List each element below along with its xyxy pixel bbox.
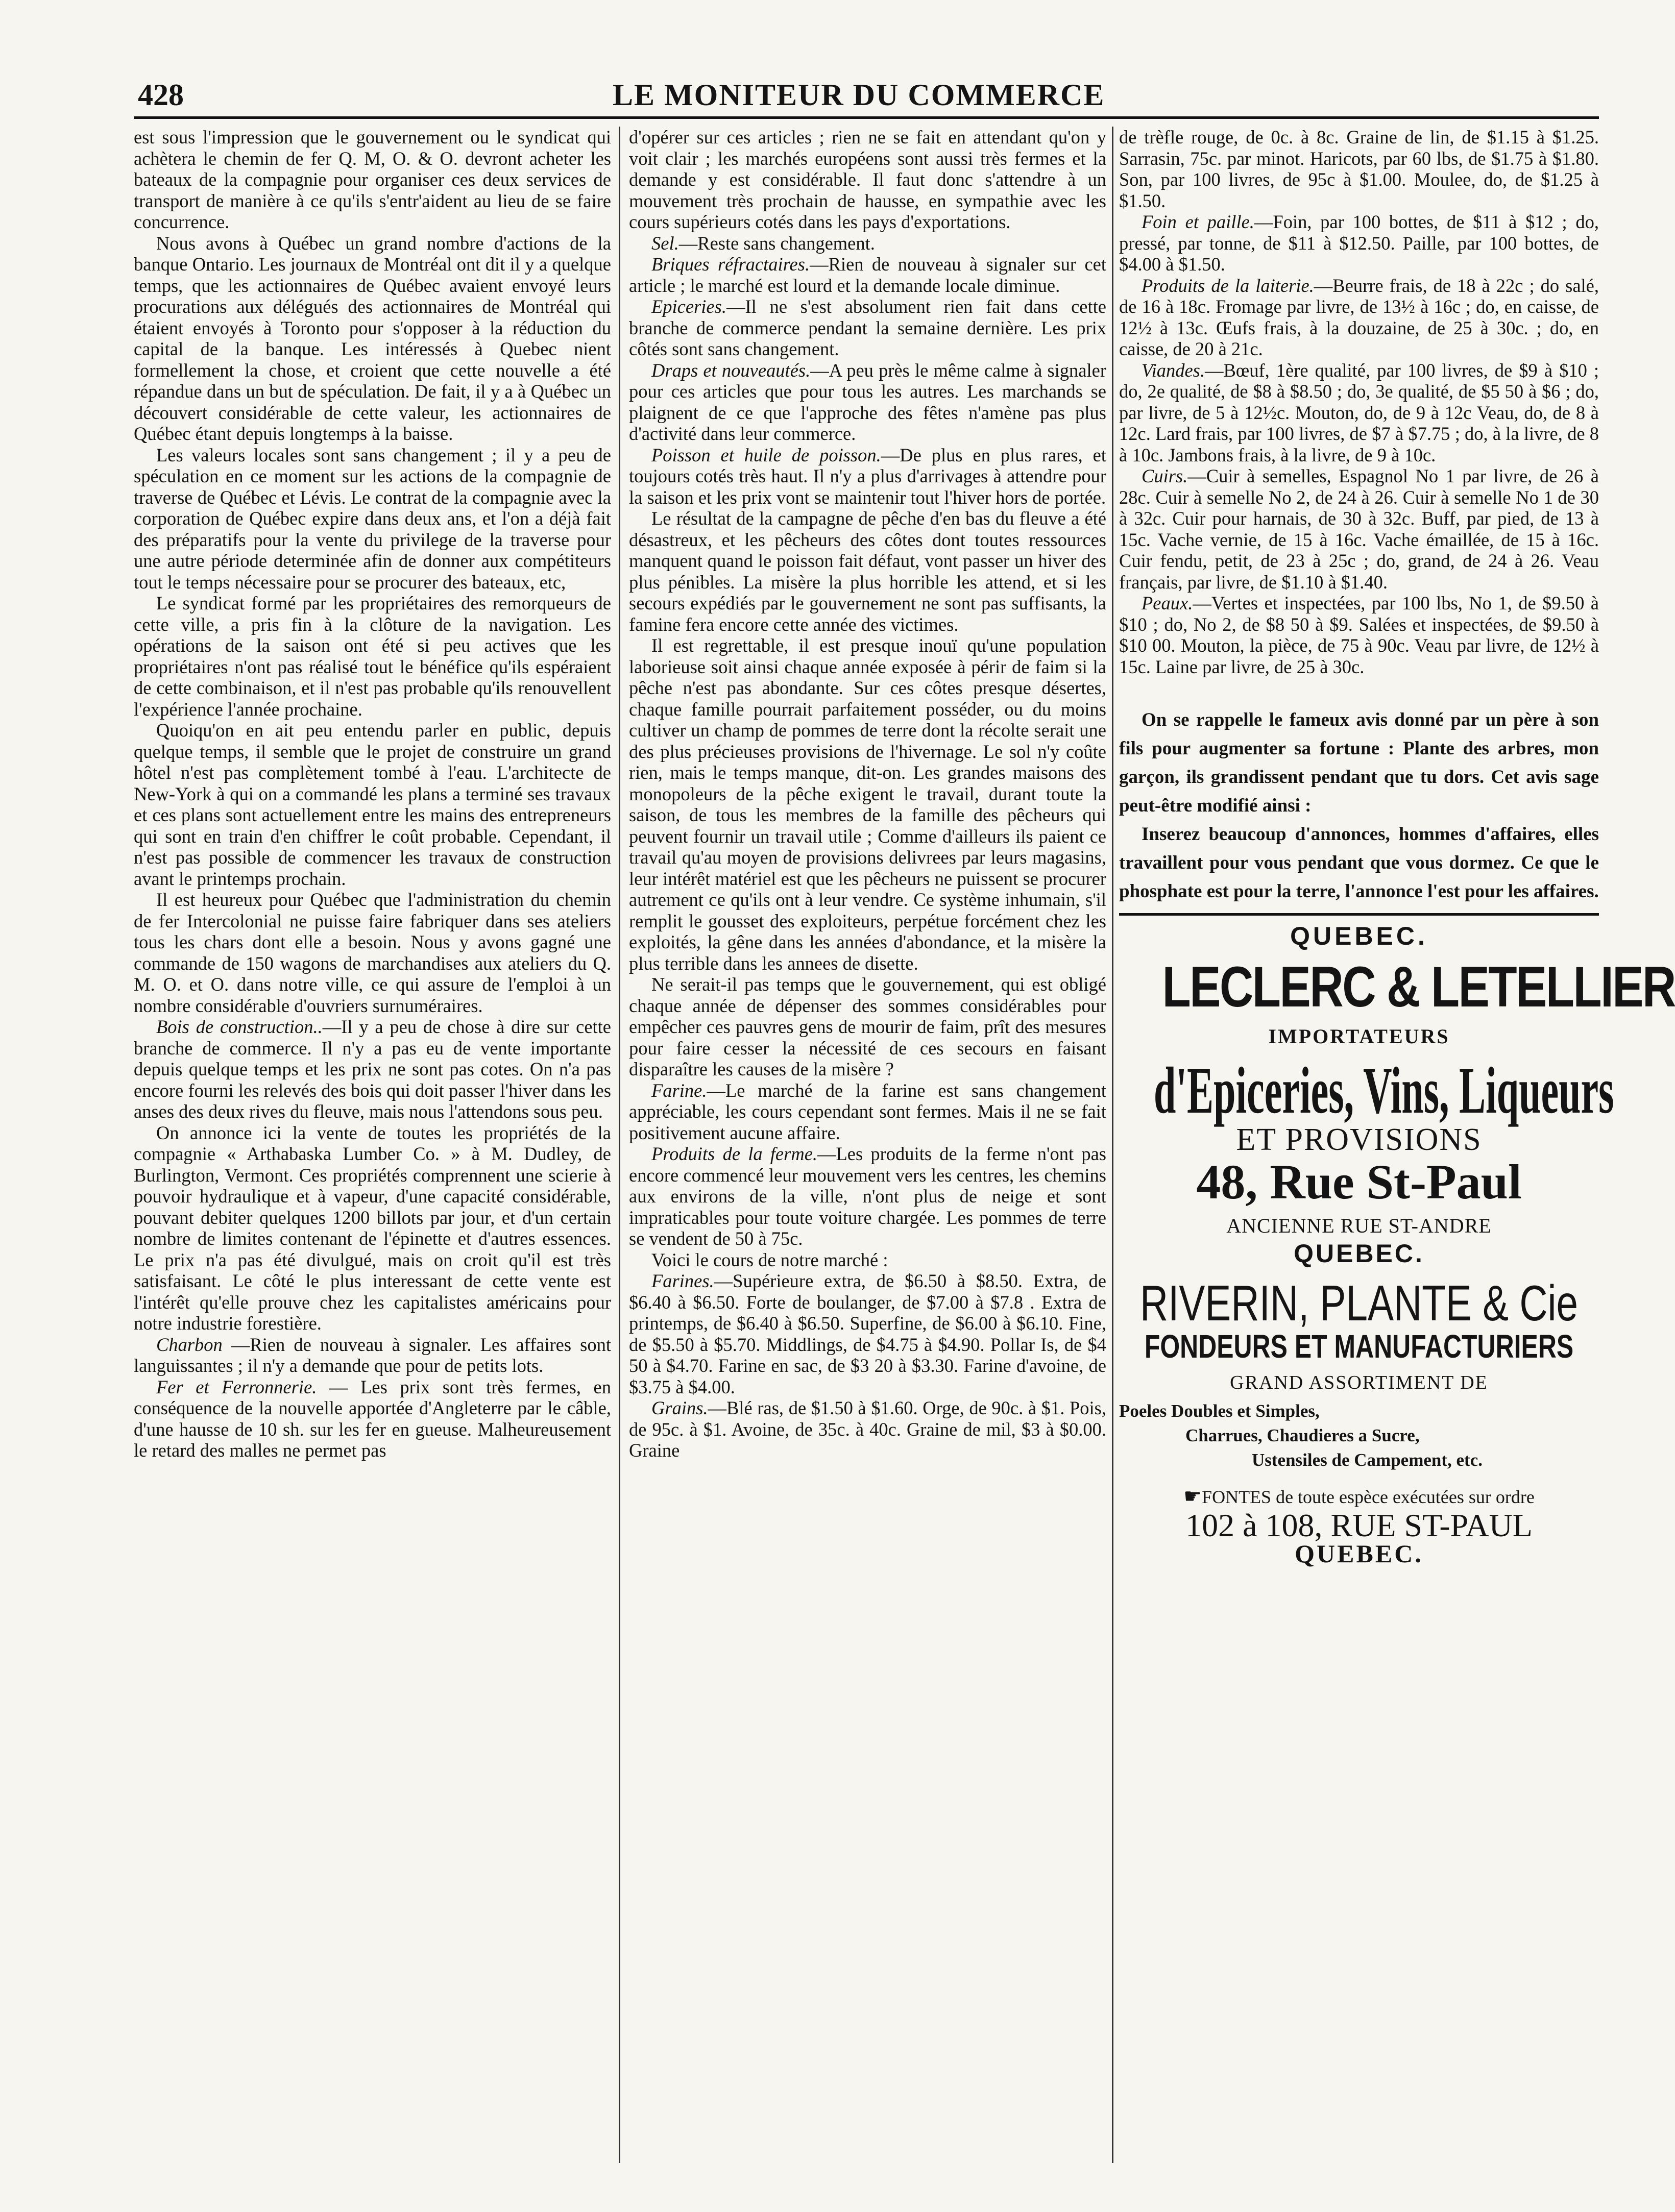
section-label: Poisson et huile de poisson.	[651, 444, 881, 465]
market-item-bois	[134, 1016, 611, 1122]
column-1	[134, 127, 611, 2163]
section-text: —Il ne s'est absolument rien fait dans cette branche de commerce pendant la semaine dernière. Les prix côtés sont sans changement.	[629, 296, 1106, 359]
section-text: —Foin, par 100 bottes, de $11 à $12 ; do, pressé, par tonne, de $11 à $12.50. Paille, par 100 bottes, de $4.00 à $1.50.	[1119, 211, 1599, 275]
section-label: Farine.	[651, 1079, 707, 1101]
section-label: Draps et nouveautés.	[651, 359, 811, 381]
section-label: Bois de construction..	[156, 1016, 323, 1037]
section-label: Epiceries.	[651, 296, 726, 317]
section-text: —Vertes et inspectées, par 100 lbs, No 1, de $9.50 à $10 ; do, No 2, de $8 50 à $9. Salées et inspectées, de $9.50 à $10 00. Mouton, la pièce, de 75 à 90c. Veau par livre, de 12½ à 15c. Laine par livre, de 25 à 30c.	[1119, 593, 1599, 677]
paragraph: est sous l'impression que le gouvernement ou le syndicat qui achètera le chemin de fer Q. M, O. & O. devront acheter les bateaux de la compagnie pour organiser ces deux services de transport de manière à ce qu'ils s'entr'aident au lieu de se faire concurrence.	[134, 127, 611, 232]
section-text: — Les prix sont très fermes, en conséquence de la nouvelle apportée d'Angleterre par le câble, d'une hausse de 10 sh. sur les fer en gueuse. Malheureusement le retard des malles ne permet pas	[134, 1376, 611, 1461]
ad-subtitle: FONDEURS ET MANUFACTURIERS	[1144, 1328, 1574, 1365]
section-text: —Le marché de la farine est sans changement appréciable, les cours cependant sont fermes. Mais il ne se fait positivement aucune affaire.	[629, 1079, 1106, 1143]
paragraph: Quoiqu'on en ait peu entendu parler en public, depuis quelque temps, il semble que le projet de construire un grand hôtel n'est pas complètement tombé à l'eau. L'architecte de New-York à qui on a commandé les plans a terminé ses travaux et ces plans sont actuellement entre les mains des entrepreneurs qui sont en train d'en chiffrer le coût probable. Cependant, il n'est pas possible de commencer les travaux de construction avant le printemps prochain.	[134, 720, 611, 889]
ad-product-item: Charrues, Chaudieres a Sucre,	[1185, 1425, 1420, 1445]
section-text: —Il y a peu de chose à dire sur cette branche de commerce. Il n'y a pas eu de vente importante depuis quelque temps et les prix ne sont pas cotes. On n'a pas encore fourni les relevés des bois qui doit passer l'hiver dans les anses des deux rives du fleuve, mais nous l'attendons sous peu.	[134, 1016, 611, 1122]
market-item-peaux	[1119, 593, 1599, 677]
section-label: Produits de la laiterie.	[1142, 275, 1314, 296]
section-text: —Rien de nouveau à signaler sur cet article ; le marché est lourd et la demande locale diminue.	[629, 254, 1106, 296]
paragraph: d'opérer sur ces articles ; rien ne se fait en attendant qu'on y voit clair ; les marchés européens sont aussi très fermes et la demande y est considérable. Il faut donc s'attendre à un mouvement très prochain de hausse, en sympathie avec les cours supérieurs cotés dans les pays d'exportations.	[629, 127, 1106, 232]
ad-fontes-text: FONTES de toute espèce exécutées sur ordre	[1202, 1486, 1535, 1507]
section-text: —Bœuf, 1ère qualité, par 100 livres, de $9 à $10 ; do, 2e qualité, de $8 à $8.50 ; do, 3e qualité, de $5 50 à $6 ; do, par livre, de 5 à 12½c. Mouton, do, de 9 à 12c Veau, do, de 8 à 12c. Lard frais, par 100 livres, de $7 à $7.75 ; do, à la livre, de 8 à 10c. Jambons frais, à la livre, de 9 à 10c.	[1119, 359, 1599, 465]
ad-subtitle: IMPORTATEURS	[1268, 1024, 1450, 1048]
market-item-grains	[629, 1397, 1106, 1461]
section-text: —Reste sans changement.	[678, 232, 875, 254]
market-item-produits-ferme	[629, 1143, 1106, 1249]
ad-firm-name: LECLERC & LETELLIER	[1162, 954, 1675, 1019]
market-item-poisson	[629, 445, 1106, 508]
section-label: Farines.	[651, 1270, 714, 1291]
notice-paragraph: On se rappelle le fameux avis donné par un père à son fils pour augmenter sa fortune : Plante des arbres, mon garçon, ils grandissent pendant que tu dors. Cet avis sage peut-être modifié ainsi :	[1119, 709, 1599, 816]
advertisement-leclerc-letellier	[1119, 922, 1675, 1268]
market-item-draps	[629, 360, 1106, 445]
section-label: Charbon	[156, 1334, 223, 1355]
paragraph: Le résultat de la campagne de pêche d'en bas du fleuve a été désastreux, et les pêcheurs des côtes dont toutes ressources manquent quand le poisson fait défaut, vont passer un hiver des plus pénibles. La misère la plus horrible les attend, et si les secours expédiés par le gouvernement ne sont pas suffisants, la famine fera encore cette année des victimes.	[629, 508, 1106, 635]
market-item-epiceries	[629, 296, 1106, 360]
paragraph: Nous avons à Québec un grand nombre d'actions de la banque Ontario. Les journaux de Montréal ont dit il y a quelque temps, que les actionnaires de Québec avaient envoyé leurs procurations aux délégués des actionnaires de Montréal qui étaient envoyés à Toronto pour s'opposer à la réduction du capital de la banque. Les intéressés à Quebec nient formellement la chose, et croient que cette nouvelle a été répandue dans un but de spéculation. De fait, il y a à Québec un découvert considérable de cette valeur, les actionnaires de Québec étant depuis longtemps à la baisse.	[134, 232, 611, 444]
section-text: —Rien de nouveau à signaler. Les affaires sont languissantes ; il n'y a demande que pour de petits lots.	[134, 1334, 611, 1376]
masthead-title: LE MONITEUR DU COMMERCE	[613, 78, 1105, 112]
market-item-fer	[134, 1377, 611, 1461]
ad-address: 48, Rue St-Paul	[1196, 1154, 1522, 1209]
market-item-briques	[629, 254, 1106, 296]
ad-product-item: Ustensiles de Campement, etc.	[1252, 1449, 1483, 1470]
section-text: —Beurre frais, de 18 à 22c ; do salé, de 16 à 18c. Fromage par livre, de 13½ à 16c ; do, en caisse, de 12½ à 13c. Œufs frais, à la douzaine, de 25 à 30c. ; do, en caisse, de 20 à 21c.	[1119, 275, 1599, 359]
market-item-viandes	[1119, 360, 1599, 466]
ad-products: d'Epiceries, Vins, Liqueurs	[1154, 1054, 1614, 1127]
advertisement-riverin-plante	[1119, 1274, 1599, 1568]
paragraph: Le syndicat formé par les propriétaires des remorqueurs de cette ville, a pris fin à la clôture de la navigation. Les opérations de la saison ont été si peu actives que les propriétaires n'ont pas réalisé tout le bénéfice qu'ils espéraient de cette combinaison, et il n'est pas probable qu'ils renouvellent l'expérience l'année prochaine.	[134, 593, 611, 720]
market-item-charbon	[134, 1334, 611, 1377]
paragraph: Voici le cours de notre marché :	[651, 1249, 888, 1270]
ad-fontes-line	[1119, 1486, 1599, 1508]
advertising-notice	[1119, 706, 1599, 906]
section-label: Produits de la ferme.	[651, 1143, 818, 1164]
paragraph: Il est heureux pour Québec que l'administration du chemin de fer Intercolonial ne puisse faire fabriquer dans ses ateliers tous les chars dont elle a besoin. Nous y avons gagné une commande de 150 wagons de marchandises aux ateliers du Q. M. O. et O. dans notre ville, ce qui assure de l'emploi à un nombre considérable d'ouvriers surnuméraires.	[134, 889, 611, 1016]
ad-product-item: Poeles Doubles et Simples,	[1119, 1400, 1320, 1421]
section-label: Sel.	[651, 232, 679, 254]
market-item-sel	[629, 233, 1106, 254]
section-label: Viandes.	[1142, 359, 1205, 381]
section-text: —Les produits de la ferme n'ont pas encore commencé leur mouvement vers les centres, les chemins aux environs de la ville, n'ont plus de neige et sont impraticables pour toute voiture chargée. Les pommes de terre se vendent de 50 à 75c.	[629, 1143, 1106, 1249]
paragraph: On annonce ici la vente de toutes les propriétés de la compagnie « Arthabaska Lumber Co. » à M. Dudley, de Burlington, Vermont. Ces propriétés comprennent une scierie à pouvoir hydraulique et à vapeur, d'une capacité considérable, pouvant debiter quelques 1200 billots par jour, et d'un certain nombre de limites contenant de l'épinette et d'autres essences. Le prix n'a pas été divulgué, mais on croit qu'il est très satisfaisant. Le côté le plus interessant de cette vente est l'intérêt qu'elle prouve chez les capitalistes américains pour notre industrie forestière.	[134, 1122, 611, 1334]
ad-firm-name: RIVERIN, PLANTE & Cie	[1139, 1274, 1579, 1331]
column-divider	[1112, 127, 1113, 2163]
page-number: 428	[138, 78, 184, 112]
ad-city: QUEBEC.	[1295, 1539, 1423, 1568]
column-2	[629, 127, 1106, 2163]
ad-address: 102 à 108, RUE ST-PAUL	[1185, 1507, 1533, 1543]
column-divider	[619, 127, 620, 2163]
ad-assortment: GRAND ASSORTIMENT DE	[1230, 1372, 1488, 1393]
section-text: —Supérieure extra, de $6.50 à $8.50. Extra, de $6.40 à $6.50. Forte de boulanger, de $7.00 à $7.8 . Extra de printemps, de $6.40 à $6.50. Superfine, de $6.00 à $6.10. Fine, de $5.50 à $5.70. Middlings, de $4.75 à $4.90. Pollar Is, de $4 50 à $4.70. Farine en sac, de $3 20 à $3.30. Farine d'avoine, de $3.75 à $4.00.	[629, 1270, 1106, 1397]
section-label: Cuirs.	[1142, 465, 1188, 486]
ad-product-list	[1119, 1399, 1599, 1472]
market-item-foin	[1119, 211, 1599, 275]
section-label: Foin et paille.	[1142, 211, 1254, 232]
column-3	[1119, 127, 1675, 2163]
ad-former-street: ANCIENNE RUE ST-ANDRE	[1226, 1214, 1492, 1237]
pointing-hand-icon: ☛	[1183, 1484, 1202, 1508]
market-item-laiterie	[1119, 275, 1599, 360]
market-item-farine	[629, 1080, 1106, 1144]
notice-paragraph: Inserez beaucoup d'annonces, hommes d'affaires, elles travaillent pour vous pendant que vous dormez. Ce que le phosphate est pour la terre, l'annonce l'est pour les affaires.	[1119, 824, 1599, 902]
section-label: Fer et Ferronnerie.	[156, 1376, 317, 1397]
paragraph: Il est regrettable, il est presque inouï qu'une population laborieuse soit ainsi chaque année exposée à périr de faim si la pêche n'est pas abondante. Sur ces côtes presque désertes, chaque famille pourrait parfaitement posséder, ou du moins cultiver un champ de pommes de terre dont la récolte serait une des plus précieuses provisions de l'hivernage. Le sol n'y coûte rien, mais le temps manque, dit-on. Les grandes maisons des monopoleurs de la pêche exigent le travail, durant toute la saison, de tous les membres de la famille des pêcheurs qui peuvent fournir un travail utile ; Comme d'ailleurs ils paient ce travail qu'au moyen de provisions delivrees par leurs magasins, leur intérêt matériel est que les pêcheurs ne puissent se procurer autrement ce qu'ils ont à leur vendre. Ce système inhumain, s'il remplit le gousset des exploiteurs, perpétue forcément chez les exploités, la gêne dans les années d'abondance, et la misère la plus terrible dans les annees de disette.	[629, 635, 1106, 974]
section-label: Grains.	[651, 1397, 708, 1418]
section-label: Briques réfractaires.	[651, 254, 810, 275]
section-text: —Cuir à semelles, Espagnol No 1 par livre, de 26 à 28c. Cuir à semelle No 2, de 24 à 26. Cuir à semelle No 1 de 30 à 32c. Cuir pour harnais, de 30 à 32c. Buff, par pied, de 13 à 15c. Vache vernie, de 15 à 16c. Vache émaillée, de 15 à 16c. Cuir fendu, petit, de 23 à 25c ; do, grand, de 24 à 26. Veau français, par livre, de $1.10 à $1.40.	[1119, 465, 1599, 593]
section-label: Peaux.	[1142, 593, 1193, 613]
paragraph: de trèfle rouge, de 0c. à 8c. Graine de lin, de $1.15 à $1.25. Sarrasin, 75c. par minot. Haricots, par 60 lbs, de $1.75 à $1.80. Son, par 100 livres, de 95c à $1.00. Moulee, do, de $1.25 à $1.50.	[1119, 127, 1599, 211]
section-text: —A peu près le même calme à signaler pour ces articles que pour tous les autres. Les marchands se plaignent de ce que l'approche des fêtes n'amène pas plus d'activité dans leur commerce.	[629, 359, 1106, 444]
market-item-cuirs	[1119, 465, 1599, 593]
section-text: —Blé ras, de $1.50 à $1.60. Orge, de 90c. à $1. Pois, de 95c. à $1. Avoine, de 35c. à 40c. Graine de mil, $3 à $0.00. Graine	[629, 1397, 1106, 1461]
section-text: —De plus en plus rares, et toujours cotés très haut. Il n'y a plus d'arrivages à attendre pour la saison et les prix vont se maintenir tout l'hiver hors de portée.	[629, 444, 1106, 508]
ad-city: QUEBEC.	[1290, 922, 1428, 950]
ad-provisions: ET PROVISIONS	[1236, 1122, 1482, 1157]
section-rule	[1119, 913, 1599, 916]
paragraph: Ne serait-il pas temps que le gouvernement, qui est obligé chaque année de dépenser des sommes considérables pour empêcher ces pauvres gens de mourir de faim, prît des mesures pour faire cesser la nécessité de ces secours en faisant disparaître les causes de la misère ?	[629, 974, 1106, 1079]
paragraph: Les valeurs locales sont sans changement ; il y a peu de spéculation en ce moment sur les actions de la compagnie de traverse de Québec et Lévis. Le contrat de la compagnie avec la corporation de Québec expire dans deux ans, et l'on a déjà fait des préparatifs pour la vente du privilege de la traverse pour une autre période determinée afin de donner aux compétiteurs tout le temps nécessaire pour se procurer des bateaux, etc,	[134, 444, 611, 593]
ad-city: QUEBEC.	[1294, 1239, 1424, 1268]
header-rule	[134, 116, 1599, 119]
market-item-farines	[629, 1270, 1106, 1397]
